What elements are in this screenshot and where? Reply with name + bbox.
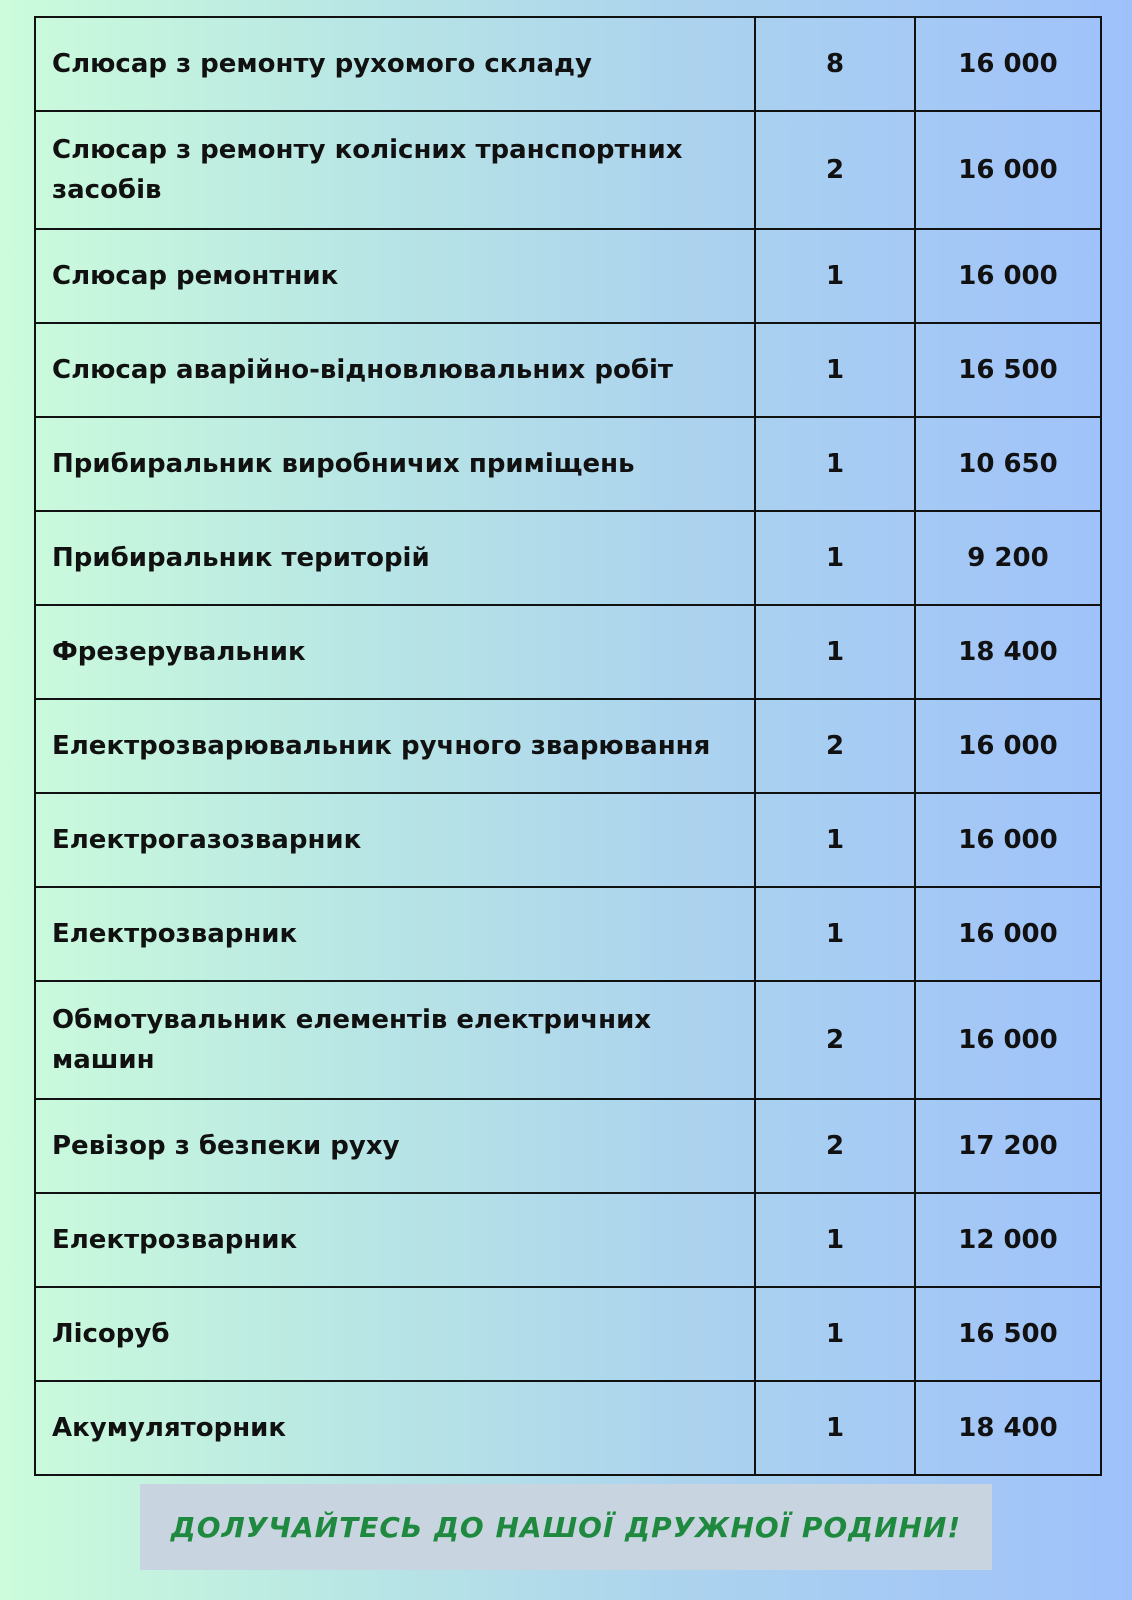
job-title-cell: Прибиральник виробничих приміщень (35, 417, 755, 511)
salary-cell: 18 400 (915, 1381, 1101, 1475)
salary-cell: 16 000 (915, 17, 1101, 111)
job-title-cell: Слюсар ремонтник (35, 229, 755, 323)
vacancy-count-cell: 2 (755, 699, 915, 793)
salary-cell: 16 000 (915, 981, 1101, 1099)
table-row (35, 981, 1101, 1099)
job-title-cell: Лісоруб (35, 1287, 755, 1381)
salary-cell: 16 000 (915, 699, 1101, 793)
job-title-cell: Акумуляторник (35, 1381, 755, 1475)
table-row (35, 1381, 1101, 1475)
vacancy-count-cell: 2 (755, 111, 915, 229)
job-title-cell: Електрогазозварник (35, 793, 755, 887)
salary-cell: 16 500 (915, 323, 1101, 417)
job-title-cell: Електрозварник (35, 1193, 755, 1287)
vacancy-count-cell: 1 (755, 229, 915, 323)
vacancy-count-cell: 1 (755, 1193, 915, 1287)
job-title-cell: Слюсар аварійно-відновлювальних робіт (35, 323, 755, 417)
table-row (35, 887, 1101, 981)
job-title-cell: Прибиральник територій (35, 511, 755, 605)
vacancy-count-cell: 1 (755, 793, 915, 887)
job-title-cell: Слюсар з ремонту рухомого складу (35, 17, 755, 111)
salary-cell: 17 200 (915, 1099, 1101, 1193)
table-row (35, 417, 1101, 511)
table-row (35, 1099, 1101, 1193)
table-row (35, 17, 1101, 111)
table-row (35, 511, 1101, 605)
vacancy-count-cell: 1 (755, 605, 915, 699)
table-row (35, 1287, 1101, 1381)
vacancy-count-cell: 1 (755, 1381, 915, 1475)
table-row (35, 111, 1101, 229)
salary-cell: 9 200 (915, 511, 1101, 605)
salary-cell: 10 650 (915, 417, 1101, 511)
vacancy-count-cell: 8 (755, 17, 915, 111)
table-row (35, 699, 1101, 793)
salary-cell: 16 000 (915, 887, 1101, 981)
job-title-cell: Фрезерувальник (35, 605, 755, 699)
salary-cell: 16 000 (915, 229, 1101, 323)
job-title-cell: Слюсар з ремонту колісних транспортних засобів (35, 111, 755, 229)
vacancy-count-cell: 2 (755, 1099, 915, 1193)
table-row (35, 1193, 1101, 1287)
salary-cell: 18 400 (915, 605, 1101, 699)
banner-text: ДОЛУЧАЙТЕСЬ ДО НАШОЇ ДРУЖНОЇ РОДИНИ! (170, 1510, 962, 1544)
job-title-cell: Електрозварник (35, 887, 755, 981)
job-title-cell: Електрозварювальник ручного зварювання (35, 699, 755, 793)
salary-cell: 16 000 (915, 111, 1101, 229)
vacancies-table (34, 16, 1102, 1476)
table-row (35, 793, 1101, 887)
vacancy-count-cell: 1 (755, 1287, 915, 1381)
table-row (35, 323, 1101, 417)
vacancy-count-cell: 1 (755, 511, 915, 605)
salary-cell: 16 000 (915, 793, 1101, 887)
job-title-cell: Обмотувальник елементів електричних машин (35, 981, 755, 1099)
salary-cell: 16 500 (915, 1287, 1101, 1381)
table-row (35, 229, 1101, 323)
job-title-cell: Ревізор з безпеки руху (35, 1099, 755, 1193)
vacancy-count-cell: 1 (755, 323, 915, 417)
table-row (35, 605, 1101, 699)
vacancy-count-cell: 2 (755, 981, 915, 1099)
salary-cell: 12 000 (915, 1193, 1101, 1287)
join-us-banner (140, 1484, 992, 1570)
vacancy-count-cell: 1 (755, 417, 915, 511)
vacancy-count-cell: 1 (755, 887, 915, 981)
